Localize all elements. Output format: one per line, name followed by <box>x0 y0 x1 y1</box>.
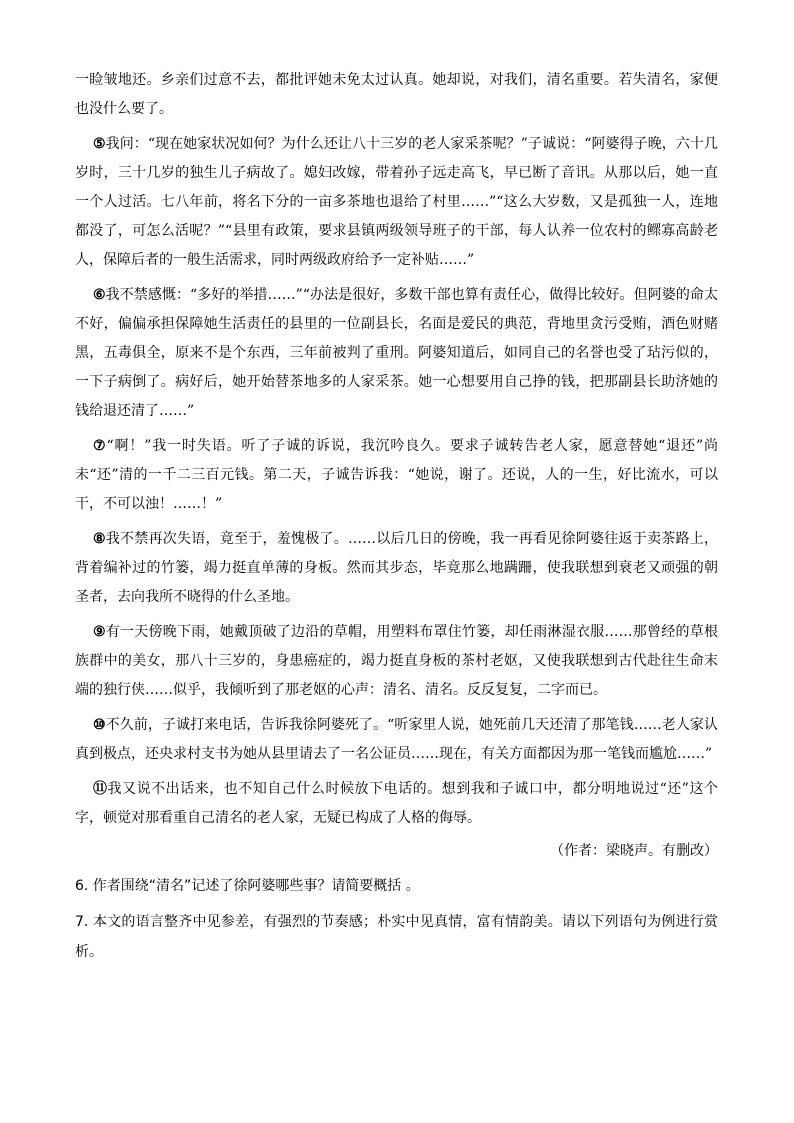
paragraph-6 <box>75 281 718 426</box>
question-6: 6. 作者围绕“清名”记述了徐阿婆哪些事？请简要概括 。 <box>75 878 420 894</box>
paragraph-text: 不久前，子诚打来电话，告诉我徐阿婆死了。“听家里人说，她死前几天还清了那笔钱……老人家认真到极点，还央求村支书为她从县里请去了一名公证员……现在，有关方面都因为那一笔钱而尴尬……” <box>75 717 719 762</box>
source-attribution: （作者：梁晓声。有删改） <box>550 843 718 859</box>
paragraph-number: ⑥ <box>93 287 106 303</box>
paragraph-number: ⑤ <box>93 136 106 152</box>
question-7: 7. 本文的语言整齐中见参差，有强烈的节奏感；朴实中见真情，富有情韵美。请以下列语句为例进行赏析。 <box>75 914 718 960</box>
paragraph-text: 我不禁再次失语，竟至于，羞愧极了。……以后几日的傍晚，我一再看见徐阿婆往返于卖茶路上，背着编补过的竹篓，竭力挺直单薄的身板。然而其步态，毕竟那么地蹒跚，使我联想到衰老又顽强的朝圣者，去向我所不晓得的什么圣地。 <box>75 531 718 605</box>
paragraph-number: ⑧ <box>93 531 106 547</box>
paragraph-number: ⑨ <box>93 624 106 640</box>
paragraph-8 <box>75 525 718 612</box>
paragraph-7 <box>75 432 718 519</box>
paragraph-text: “啊！”我一时失语。听了子诚的诉说，我沉吟良久。要求子诚转告老人家，愿意替她“退还”尚未“还”清的一千二三百元钱。第二天，子诚告诉我：“她说，谢了。还说，人的一生，好比流水，可以干，不可以浊！……！” <box>75 438 718 512</box>
paragraph-text: 一睑皱地还。乡亲们过意不去，都批评她未免太过认真。她却说，对我们，清名重要。若失清名，家便也没什么要了。 <box>75 72 718 117</box>
paragraph-text: 有一天傍晚下雨，她戴顶破了边沿的草帽，用塑料布罩住竹篓，却任雨淋湿衣服……那曾经的草根族群中的美女，那八十三岁的，身患癌症的，竭力挺直身板的茶村老妪，又使我联想到古代赴往生命末端的独行侠……似乎，我倾听到了那老妪的心声：清名、清名。反反复复，二字而已。 <box>75 624 718 698</box>
paragraph-number: ⑩ <box>93 717 106 733</box>
paragraph-5 <box>75 130 718 275</box>
paragraph-10 <box>75 711 718 769</box>
paragraph-text: 我又说不出话来，也不知自己什么时候放下电话的。想到我和子诚口中，都分明地说过“还”这个字，顿觉对那看重自己清名的老人家，无疑已构成了人格的侮辱。 <box>75 781 719 826</box>
paragraph-number: ⑪ <box>93 781 108 797</box>
paragraph-number: ⑦ <box>93 438 107 454</box>
paragraph-text: 我问：“现在她家状况如何？为什么还让八十三岁的老人家采茶呢？”子诚说：“阿婆得子晚，六十几岁时，三十几岁的独生儿子病故了。媳妇改嫁，带着孙子远走高飞，早已断了音讯。从那以后，她一直一个人过活。七八年前，将名下分的一亩多茶地也退给了村里……”“这么大岁数，又是孤独一人，连地都没了，可怎么活呢？”“县里有政策，要求县镇两级领导班子的干部，每人认养一位农村的鳏寡高龄老人，保障后者的一般生活需求，同时两级政府给予一定补贴……” <box>75 136 718 268</box>
paragraph-text: 我不禁感慨：“多好的举措……”“办法是很好，多数干部也算有责任心，做得比较好。但阿婆的命太不好，偏偏承担保障她生活责任的县里的一位副县长，名面是爱民的典范，背地里贪污受贿，酒色财赌黑，五毒俱全，原来不是个东西，三年前被判了重刑。阿婆知道后，如同自己的名誉也受了玷污似的，一下子病倒了。病好后，她开始替茶地多的人家采茶。她一心想要用自己挣的钱，把那副县长助济她的钱给退还清了……” <box>75 287 718 419</box>
paragraph-9 <box>75 618 718 705</box>
paragraph-11 <box>75 775 718 833</box>
paragraph-4-continuation <box>75 66 718 124</box>
